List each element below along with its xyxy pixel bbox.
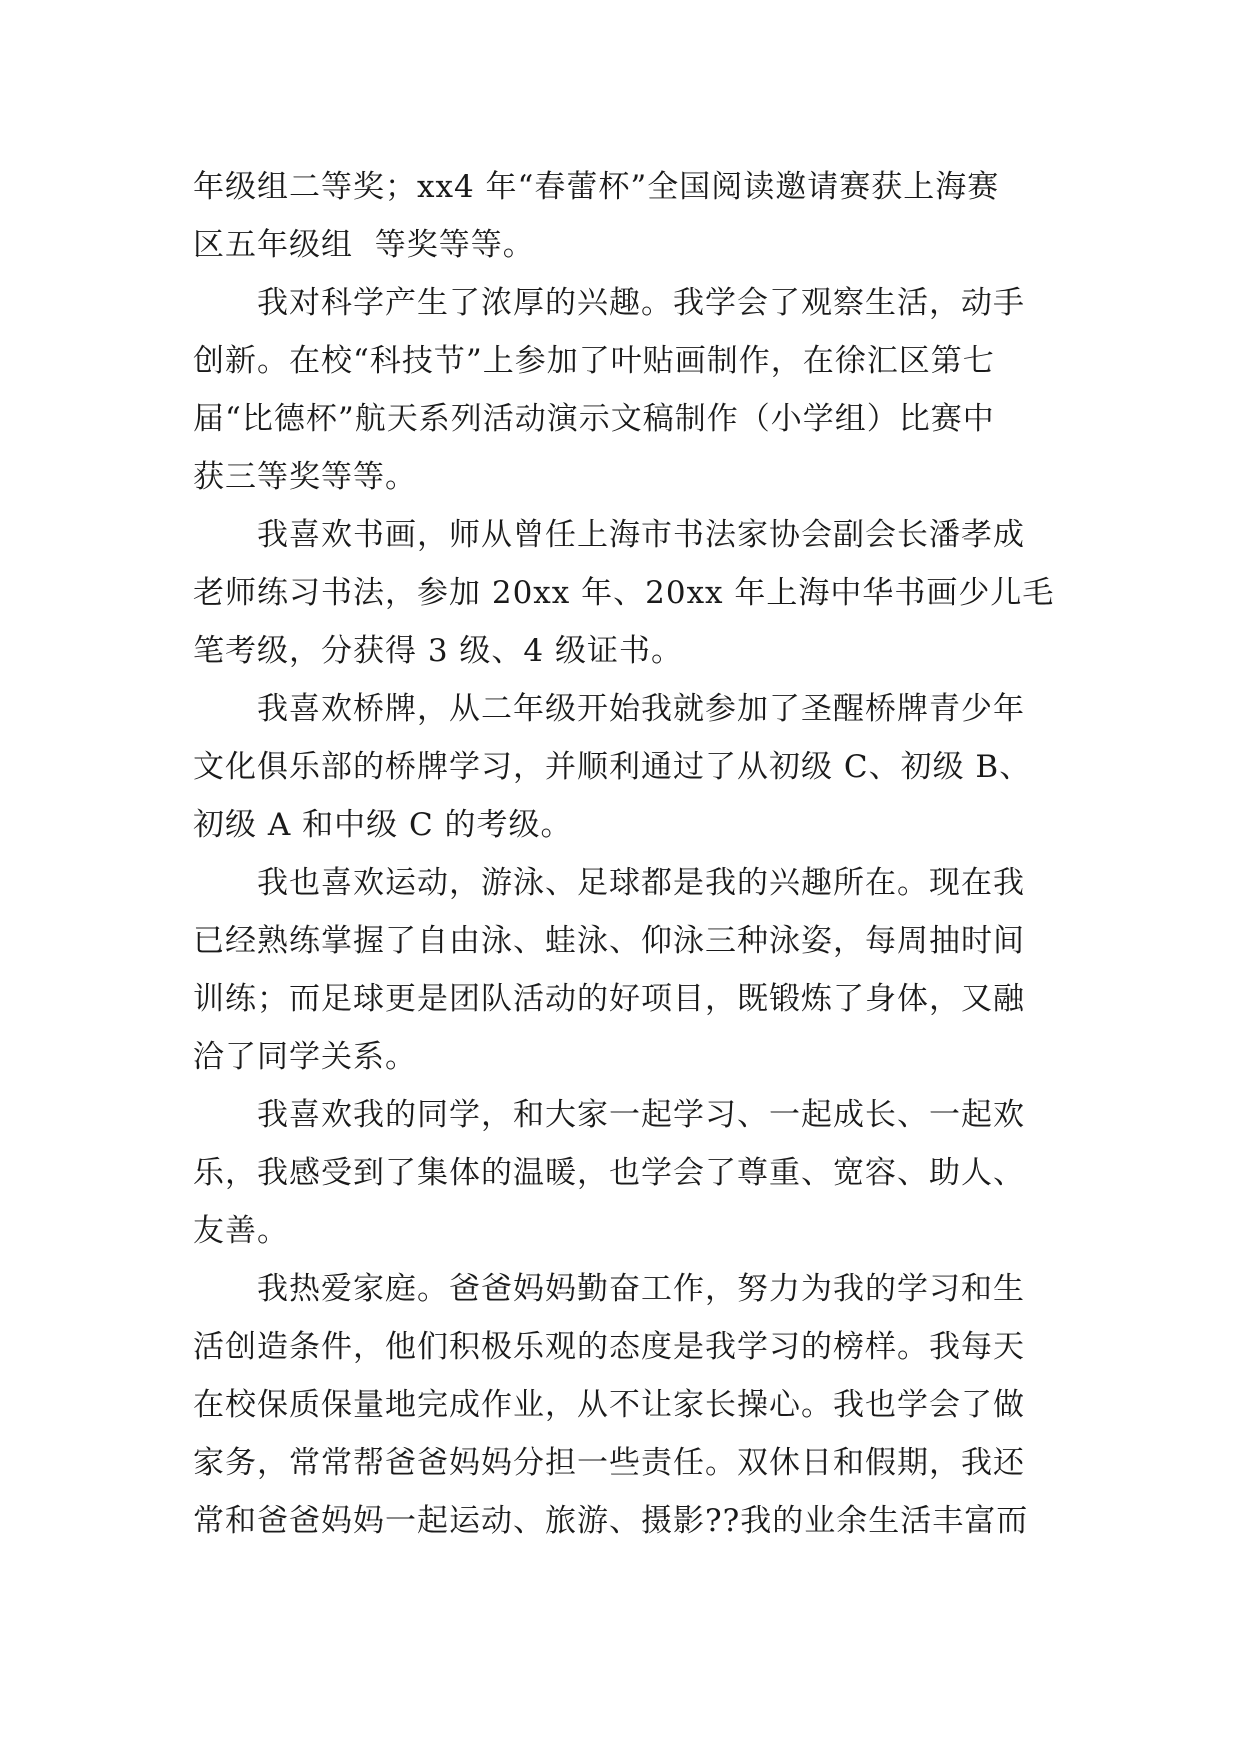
text-line: 洽了同学关系。 — [193, 1039, 417, 1075]
text-line: 训练；而足球更是团队活动的好项目，既锻炼了身体，又融 — [193, 981, 1025, 1017]
text-line: 在校保质保量地完成作业，从不让家长操心。我也学会了做 — [193, 1387, 1025, 1423]
text-line: 笔考级，分获得 3 级、4 级证书。 — [193, 633, 684, 669]
text-line: 家务，常常帮爸爸妈妈分担一些责任。双休日和假期，我还 — [193, 1445, 1025, 1481]
text-line: 友善。 — [193, 1213, 289, 1249]
text-line: 创新。在校“科技节”上参加了叶贴画制作，在徐汇区第七 — [193, 343, 995, 379]
paragraph-first-line: 我热爱家庭。爸爸妈妈勤奋工作，努力为我的学习和生 — [257, 1271, 1025, 1307]
text-line: 区五年级组 等奖等等。 — [193, 227, 535, 263]
text-line: 初级 A 和中级 C 的考级。 — [193, 807, 573, 843]
paragraph-first-line: 我对科学产生了浓厚的兴趣。我学会了观察生活，动手 — [257, 285, 1025, 321]
text-line: 乐，我感受到了集体的温暖，也学会了尊重、宽容、助人、 — [193, 1155, 1025, 1191]
text-line: 老师练习书法，参加 20xx 年、20xx 年上海中华书画少儿毛 — [193, 575, 1055, 611]
paragraph-first-line: 我喜欢桥牌，从二年级开始我就参加了圣醒桥牌青少年 — [257, 691, 1025, 727]
paragraph-first-line: 我喜欢我的同学，和大家一起学习、一起成长、一起欢 — [257, 1097, 1025, 1133]
text-line: 年级组二等奖；xx4 年“春蕾杯”全国阅读邀请赛获上海赛 — [193, 169, 1000, 205]
text-line: 活创造条件，他们积极乐观的态度是我学习的榜样。我每天 — [193, 1329, 1025, 1365]
text-line: 已经熟练掌握了自由泳、蛙泳、仰泳三种泳姿，每周抽时间 — [193, 923, 1025, 959]
text-line: 常和爸爸妈妈一起运动、旅游、摄影??我的业余生活丰富而 — [193, 1503, 1029, 1539]
document-body — [193, 158, 1073, 1550]
paragraph-first-line: 我也喜欢运动，游泳、足球都是我的兴趣所在。现在我 — [257, 865, 1025, 901]
text-line: 届“比德杯”航天系列活动演示文稿制作（小学组）比赛中 — [193, 401, 995, 437]
text-line: 文化俱乐部的桥牌学习，并顺利通过了从初级 C、初级 B、 — [193, 749, 1032, 785]
paragraph-first-line: 我喜欢书画，师从曾任上海市书法家协会副会长潘孝成 — [257, 517, 1025, 553]
text-line: 获三等奖等等。 — [193, 459, 417, 495]
